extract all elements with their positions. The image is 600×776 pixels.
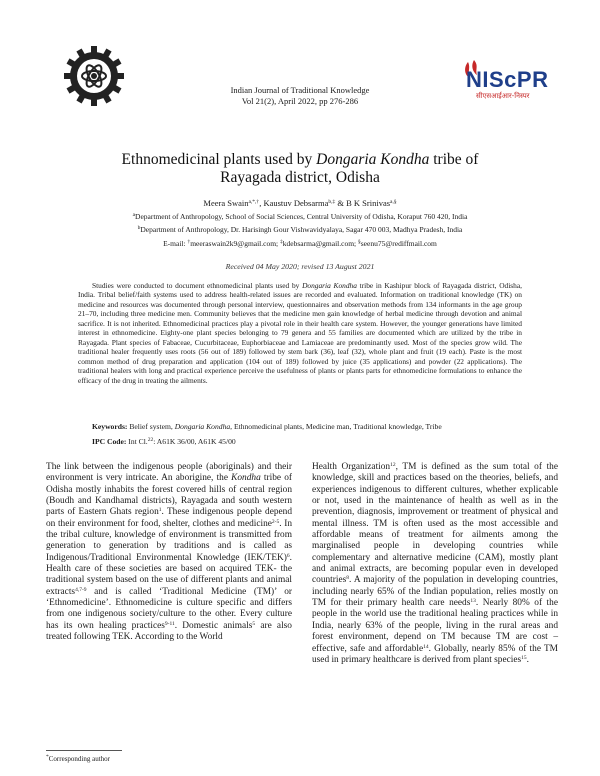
citation-sup: 12	[390, 462, 396, 468]
body-text: . A majority of the population in developing countries, including nearly 65% of the Indian population, relies mostly on TM for their primary health care needs	[312, 575, 558, 609]
email-sup: †	[187, 239, 191, 245]
author-list	[0, 198, 600, 209]
footnote-sup: *	[46, 754, 49, 760]
footnote-text: Corresponding author	[48, 755, 110, 763]
author-sup: a,*,†	[248, 199, 260, 205]
body-text: . Health care of these societies are based on acquired TEK- the traditional system based on the use of different plants and animal extracts	[46, 552, 292, 597]
email-address[interactable]: meeraswain2k9@gmail.com;	[190, 239, 281, 248]
citation-sup: 4,7-9	[75, 586, 87, 593]
journal-name: Indian Journal of Traditional Knowledge	[230, 85, 370, 95]
journal-volume: Vol 21(2), April 2022, pp 276-286	[241, 96, 359, 106]
body-text: .	[526, 654, 529, 665]
author-separator: &	[335, 198, 347, 208]
abstract-text: tribe in Kashipur block of Rayagada district, Odisha, India. Tribal belief/faith systems used to address health-related issues are recorded and evaluated. Information on traditional knowledge (TK) on medicine and resources was documented through personal interview, questionnaires and observation methods from 134 informants in the age group 21–70, including three medicine men. Community believes that the medicine men gain knowledge of herbal medicine through devotion and animal sacrifice. It is not inherited. Ethnomedicinal practices play a pivotal role in their health care system. However, the younger generations have limited interest in ethnomedicine. Eighty-one plant species belonging to 79 genera and 55 families are documented which are utilized by the tribe in Rayagada. Plant species of Fabaceae, Cucurbitaceae, Euphorbiaceae and Lamiaceae are predominantly used. Most of the species grow wild. The traditional healer frequently uses roots (56 out of 189) followed by stem bark (36), leaf (32), whole plant and fruit (19 each). Paste is the most common method of drug preparation and application (104 out of 189) followed by juice (35 applications) and powder (22 applications). The traditional healers with long and practical experience perceive the usefulness of plants or plants parts for ethnomedicine formulations to enhance the efficacy of the drug in treating the ailments.	[78, 281, 522, 385]
body-text: are also treated following TEK. According to the World	[46, 620, 292, 643]
author-name: Meera Swain	[203, 198, 249, 208]
citation-sup: 5	[252, 620, 256, 627]
title-italic: Dongaria Kondha	[316, 151, 430, 168]
footnote	[46, 755, 110, 764]
citation-sup: 6	[286, 552, 290, 559]
keywords-text: Belief system,	[127, 422, 175, 431]
keywords-italic: Dongaria Kondha	[174, 422, 231, 431]
body-text: The link between the indigenous people (aboriginals) and their environment is very intricate. An aborigine, the	[46, 462, 292, 484]
body-text: . These indigenous people depend on their environment for food, shelter, clothes and medicine	[46, 507, 293, 529]
body-text: and is called ‘Traditional Medicine (TM)’ or ‘Ethnomedicine’. Ethnomedicine is culture specific and differs from one indigenous society/culture to the other. Every culture has its own healing practices	[46, 586, 292, 631]
email-line	[0, 239, 600, 249]
body-text: tribe of Odisha mostly inhabits the forest covered hills of central region (Boudh and Kandhamal districts), Rayagada and south western parts of Eastern Ghats region	[46, 473, 293, 518]
received-dates: Received 04 May 2020; revised 13 August 2021	[225, 262, 375, 271]
body-text: . Nearly 80% of the people in the world use the traditional healing practices while in India, nearly 63% of the people, living in the rural areas and forest environment, depend on TM because TM are cost –effective, safe and affordable	[312, 598, 558, 654]
affiliation-text: Department of Anthropology, School of Social Sciences, Central University of Odisha, Koraput 760 420, India	[135, 212, 468, 221]
affiliation-text: Department of Anthropology, Dr. Harisingh Gour Vishwavidyalaya, Sagar 470 003, Madhya Pradesh, India	[140, 225, 463, 234]
affiliation-sup: a	[132, 212, 136, 218]
author-name: B K Srinivas	[346, 198, 391, 208]
body-text: . In the tribal culture, knowledge of environment is transmitted from generation to generation by traditions and is called as Indigenous/Traditional Environmental Knowledge (IEK/TEK)	[46, 518, 292, 563]
citation-sup: 1	[158, 507, 162, 514]
abstract-italic: Dongaria Kondha	[302, 281, 357, 290]
author-name: Kaustuv Debsarma	[263, 198, 329, 208]
ipc-text: : A61K 36/00, A61K 45/00	[153, 437, 236, 446]
citation-sup: 9-11	[164, 620, 175, 627]
ipc-sup: 22	[147, 437, 154, 443]
author-separator: ,	[259, 198, 264, 208]
citation-sup: 8	[346, 575, 349, 582]
affiliation-sup: b	[137, 225, 141, 231]
author-sup: b,‡	[328, 199, 336, 205]
citation-sup: 15	[521, 654, 527, 661]
affiliation	[0, 225, 600, 235]
ipc-text: Int Cl.	[126, 437, 148, 446]
body-column-left	[46, 462, 292, 644]
body-italic: Kondha	[231, 473, 261, 484]
citation-sup: 2-5	[271, 518, 280, 525]
author-sup: a,§	[390, 199, 397, 205]
email-address[interactable]: kdebsarma@gmail.com;	[282, 239, 359, 248]
body-text: . Domestic animals	[174, 620, 253, 631]
email-sup: §	[358, 239, 361, 245]
email-sup: ‡	[280, 239, 283, 245]
ipc-code	[92, 437, 522, 447]
body-text: . Globally, nearly 85% of the TM used in primary healthcare is derived from plant species	[312, 643, 558, 665]
email-address[interactable]: seenu75@rediffmail.com	[360, 239, 437, 248]
body-text: , TM is defined as the sum total of the knowledge, skill and practices based on the theories, beliefs, and experiences indigenous to different cultures, whether explicable or not, used in the maintenance of health as well as in the prevention, diagnosis, improvement or treatment of physical and mental illness. TM is often used as the most accessible and affordable means of treatment for ailments among the marginalised people in developing countries while complementary and alternative medicine (CAM), mostly plant and animal extracts, are becoming popular even in developed countries	[312, 462, 558, 586]
article-title	[0, 151, 600, 187]
body-column-right	[312, 462, 558, 666]
title-line-2: Rayagada district, Odisha	[220, 169, 380, 186]
niscpr-logo-text: NIScPR	[466, 67, 549, 92]
keywords-label: Keywords:	[92, 422, 128, 431]
keywords	[92, 422, 522, 432]
affiliation	[0, 212, 600, 222]
citation-sup: 14	[423, 643, 429, 650]
title-part: tribe of	[429, 151, 479, 168]
title-part: Ethnomedicinal plants used by	[121, 151, 317, 168]
abstract	[78, 281, 522, 385]
ipc-label: IPC Code:	[92, 437, 127, 446]
email-label: E-mail:	[163, 239, 188, 248]
niscpr-logo-subtext: सीएसआईआर-निस्पर	[476, 92, 530, 100]
journal-header	[0, 85, 600, 107]
keywords-text: , Ethnomedicinal plants, Medicine man, Traditional knowledge, Tribe	[230, 422, 442, 431]
citation-sup: 13	[470, 598, 476, 605]
body-text: Health Organization	[312, 462, 391, 472]
abstract-text: Studies were conducted to document ethnomedicinal plants used by	[92, 281, 303, 290]
footnote-divider	[46, 750, 122, 751]
